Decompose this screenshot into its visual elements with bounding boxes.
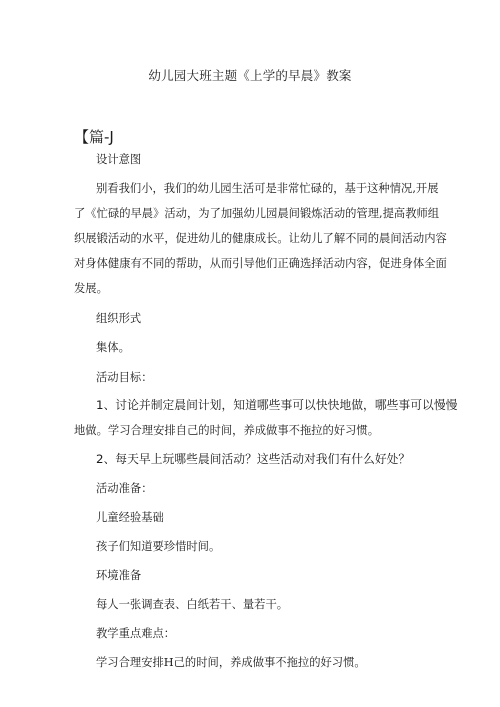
subheading-environment-prep: 环境准备 — [96, 569, 142, 582]
paragraph-line: 每人一张调查表、白纸若干、量若干。 — [96, 598, 289, 611]
heading-activity-prep: 活动准备： — [96, 482, 153, 495]
paragraph-line: 孩子们知道要珍惜时间。 — [96, 540, 221, 553]
document-title: 幼儿园大班主题《上学的早晨》教案 — [148, 68, 352, 83]
paragraph-line: 对身体健康有不同的帮助，从而引导他们正确选择活动内容，促进身体全面 — [74, 257, 447, 270]
heading-activity-goals: 活动目标： — [96, 371, 153, 384]
section-heading: 【篇-J — [74, 128, 114, 146]
paragraph-line: 地做。学习合理安排自己的时间，养成做事不拖拉的好习惯。 — [74, 424, 380, 437]
heading-key-difficulties: 教学重点难点： — [96, 627, 176, 640]
paragraph-line: 织展锻活动的水平，促进幼儿的健康成长。让幼儿了解不同的晨间活动内容 — [74, 232, 447, 245]
heading-design-intent: 设计意图 — [96, 153, 142, 166]
paragraph-line: 了《忙碌的早晨》活动，为了加强幼儿园晨间锻炼活动的管理,提高教师组 — [74, 207, 440, 220]
paragraph-line: 发展。 — [74, 282, 108, 295]
paragraph-line: 集体。 — [96, 341, 130, 354]
subheading-child-experience: 儿童经验基础 — [96, 511, 164, 524]
paragraph-line: 别看我们小，我们的幼儿园生活可是非常忙碌的，基于这种情况,开展 — [96, 182, 439, 195]
goal-item-1: 1、讨论并制定晨间计划，知道哪些事可以快快地做，哪些事可以慢慢 — [96, 398, 458, 412]
goal-item-2: 2、每天早上玩哪些晨间活动？这些活动对我们有什么好处？ — [96, 452, 411, 466]
paragraph-line: 学习合理安排H己的时间，养成做事不拖拉的好习惯。 — [96, 656, 366, 669]
heading-organization-form: 组织形式 — [96, 312, 142, 325]
